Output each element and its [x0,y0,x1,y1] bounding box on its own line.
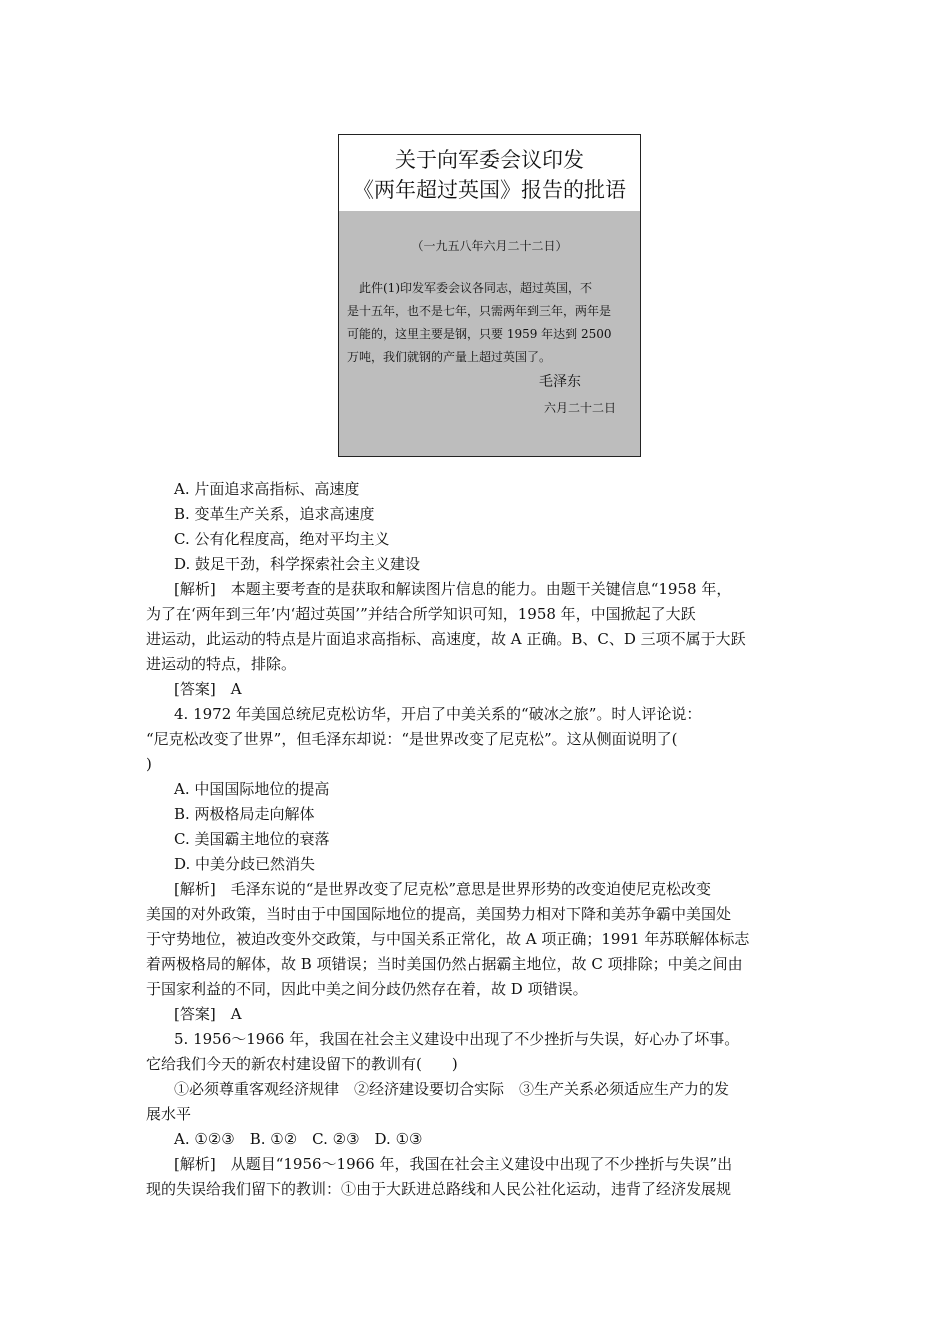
image-body-line: 是十五年，也不是七年，只需两年到三年，两年是 [347,304,612,318]
text-line: 进运动，此运动的特点是片面追求高指标、高速度，故 A 正确。B、C、D 三项不属于大跃 [146,630,746,648]
text-line: A. 中国国际地位的提高 [174,780,330,798]
text-line: [解析] 从题目“1956～1966 年，我国在社会主义建设中出现了不少挫折与失误”出 [174,1155,733,1173]
image-body-line: 可能的，这里主要是钢，只要 1959 年达到 2500 [347,327,612,341]
image-date: （一九五八年六月二十二日） [411,239,568,253]
question-text-block [146,477,810,1202]
text-line: 现的失误给我们留下的教训：①由于大跃进总路线和人民公社化运动，违背了经济发展规 [146,1180,732,1198]
image-title-line1: 关于向军委会议印发 [395,148,584,172]
text-line: 进运动的特点，排除。 [146,655,297,673]
image-title-line2: 《两年超过英国》报告的批语 [353,178,626,202]
text-line: [答案] A [174,680,242,698]
text-line: ) [146,755,152,773]
text-line: “尼克松改变了世界”，但毛泽东却说：“是世界改变了尼克松”。这从侧面说明了( [146,730,678,748]
text-line: A. 片面追求高指标、高速度 [174,480,360,498]
image-body [347,277,630,369]
text-line: 美国的对外政策，当时由于中国国际地位的提高，美国势力相对下降和美苏争霸中美国处 [146,905,732,923]
text-line: 展水平 [146,1105,192,1123]
text-line: C. 公有化程度高，绝对平均主义 [174,530,390,548]
image-body-area [339,211,640,456]
text-line: 于国家利益的不同，因此中美之间分歧仍然存在着，故 D 项错误。 [146,980,588,998]
image-body-line: 万吨，我们就钢的产量上超过英国了。 [347,350,552,364]
text-line: 它给我们今天的新农村建设留下的教训有( ) [146,1055,458,1073]
text-line: D. 中美分歧已然消失 [174,855,316,873]
text-line: 着两极格局的解体，故 B 项错误；当时美国仍然占据霸主地位，故 C 项排除；中美之间由 [146,955,743,973]
text-line: [解析] 毛泽东说的“是世界改变了尼克松”意思是世界形势的改变迫使尼克松改变 [174,880,712,898]
text-line: C. 美国霸主地位的衰落 [174,830,330,848]
document-image [338,134,641,457]
image-title-area [339,135,640,212]
text-line: [答案] A [174,1005,242,1023]
text-line: ①必须尊重客观经济规律 ②经济建设要切合实际 ③生产关系必须适应生产力的发 [174,1080,730,1098]
text-line: D. 鼓足干劲，科学探索社会主义建设 [174,555,421,573]
image-signature: 毛泽东 [539,374,581,390]
text-line: 5. 1956～1966 年，我国在社会主义建设中出现了不少挫折与失误，好心办了坏事。 [174,1030,740,1048]
text-line: 于守势地位，被迫改变外交政策，与中国关系正常化，故 A 项正确；1991 年苏联解体标志 [146,930,750,948]
text-line: 4. 1972 年美国总统尼克松访华，开启了中美关系的“破冰之旅”。时人评论说： [174,705,702,723]
text-line: A. ①②③ B. ①② C. ②③ D. ①③ [174,1130,423,1148]
image-body-line: 此件(1)印发军委会议各同志，超过英国，不 [347,281,592,295]
text-line: B. 两极格局走向解体 [174,805,315,823]
text-line: [解析] 本题主要考查的是获取和解读图片信息的能力。由题干关键信息“1958 年， [174,580,732,598]
text-line: 为了在‘两年到三年’内‘超过英国’”并结合所学知识可知，1958 年，中国掀起了大跃 [146,605,696,623]
text-line: B. 变革生产关系，追求高速度 [174,505,375,523]
image-sign-date: 六月二十二日 [544,401,617,415]
